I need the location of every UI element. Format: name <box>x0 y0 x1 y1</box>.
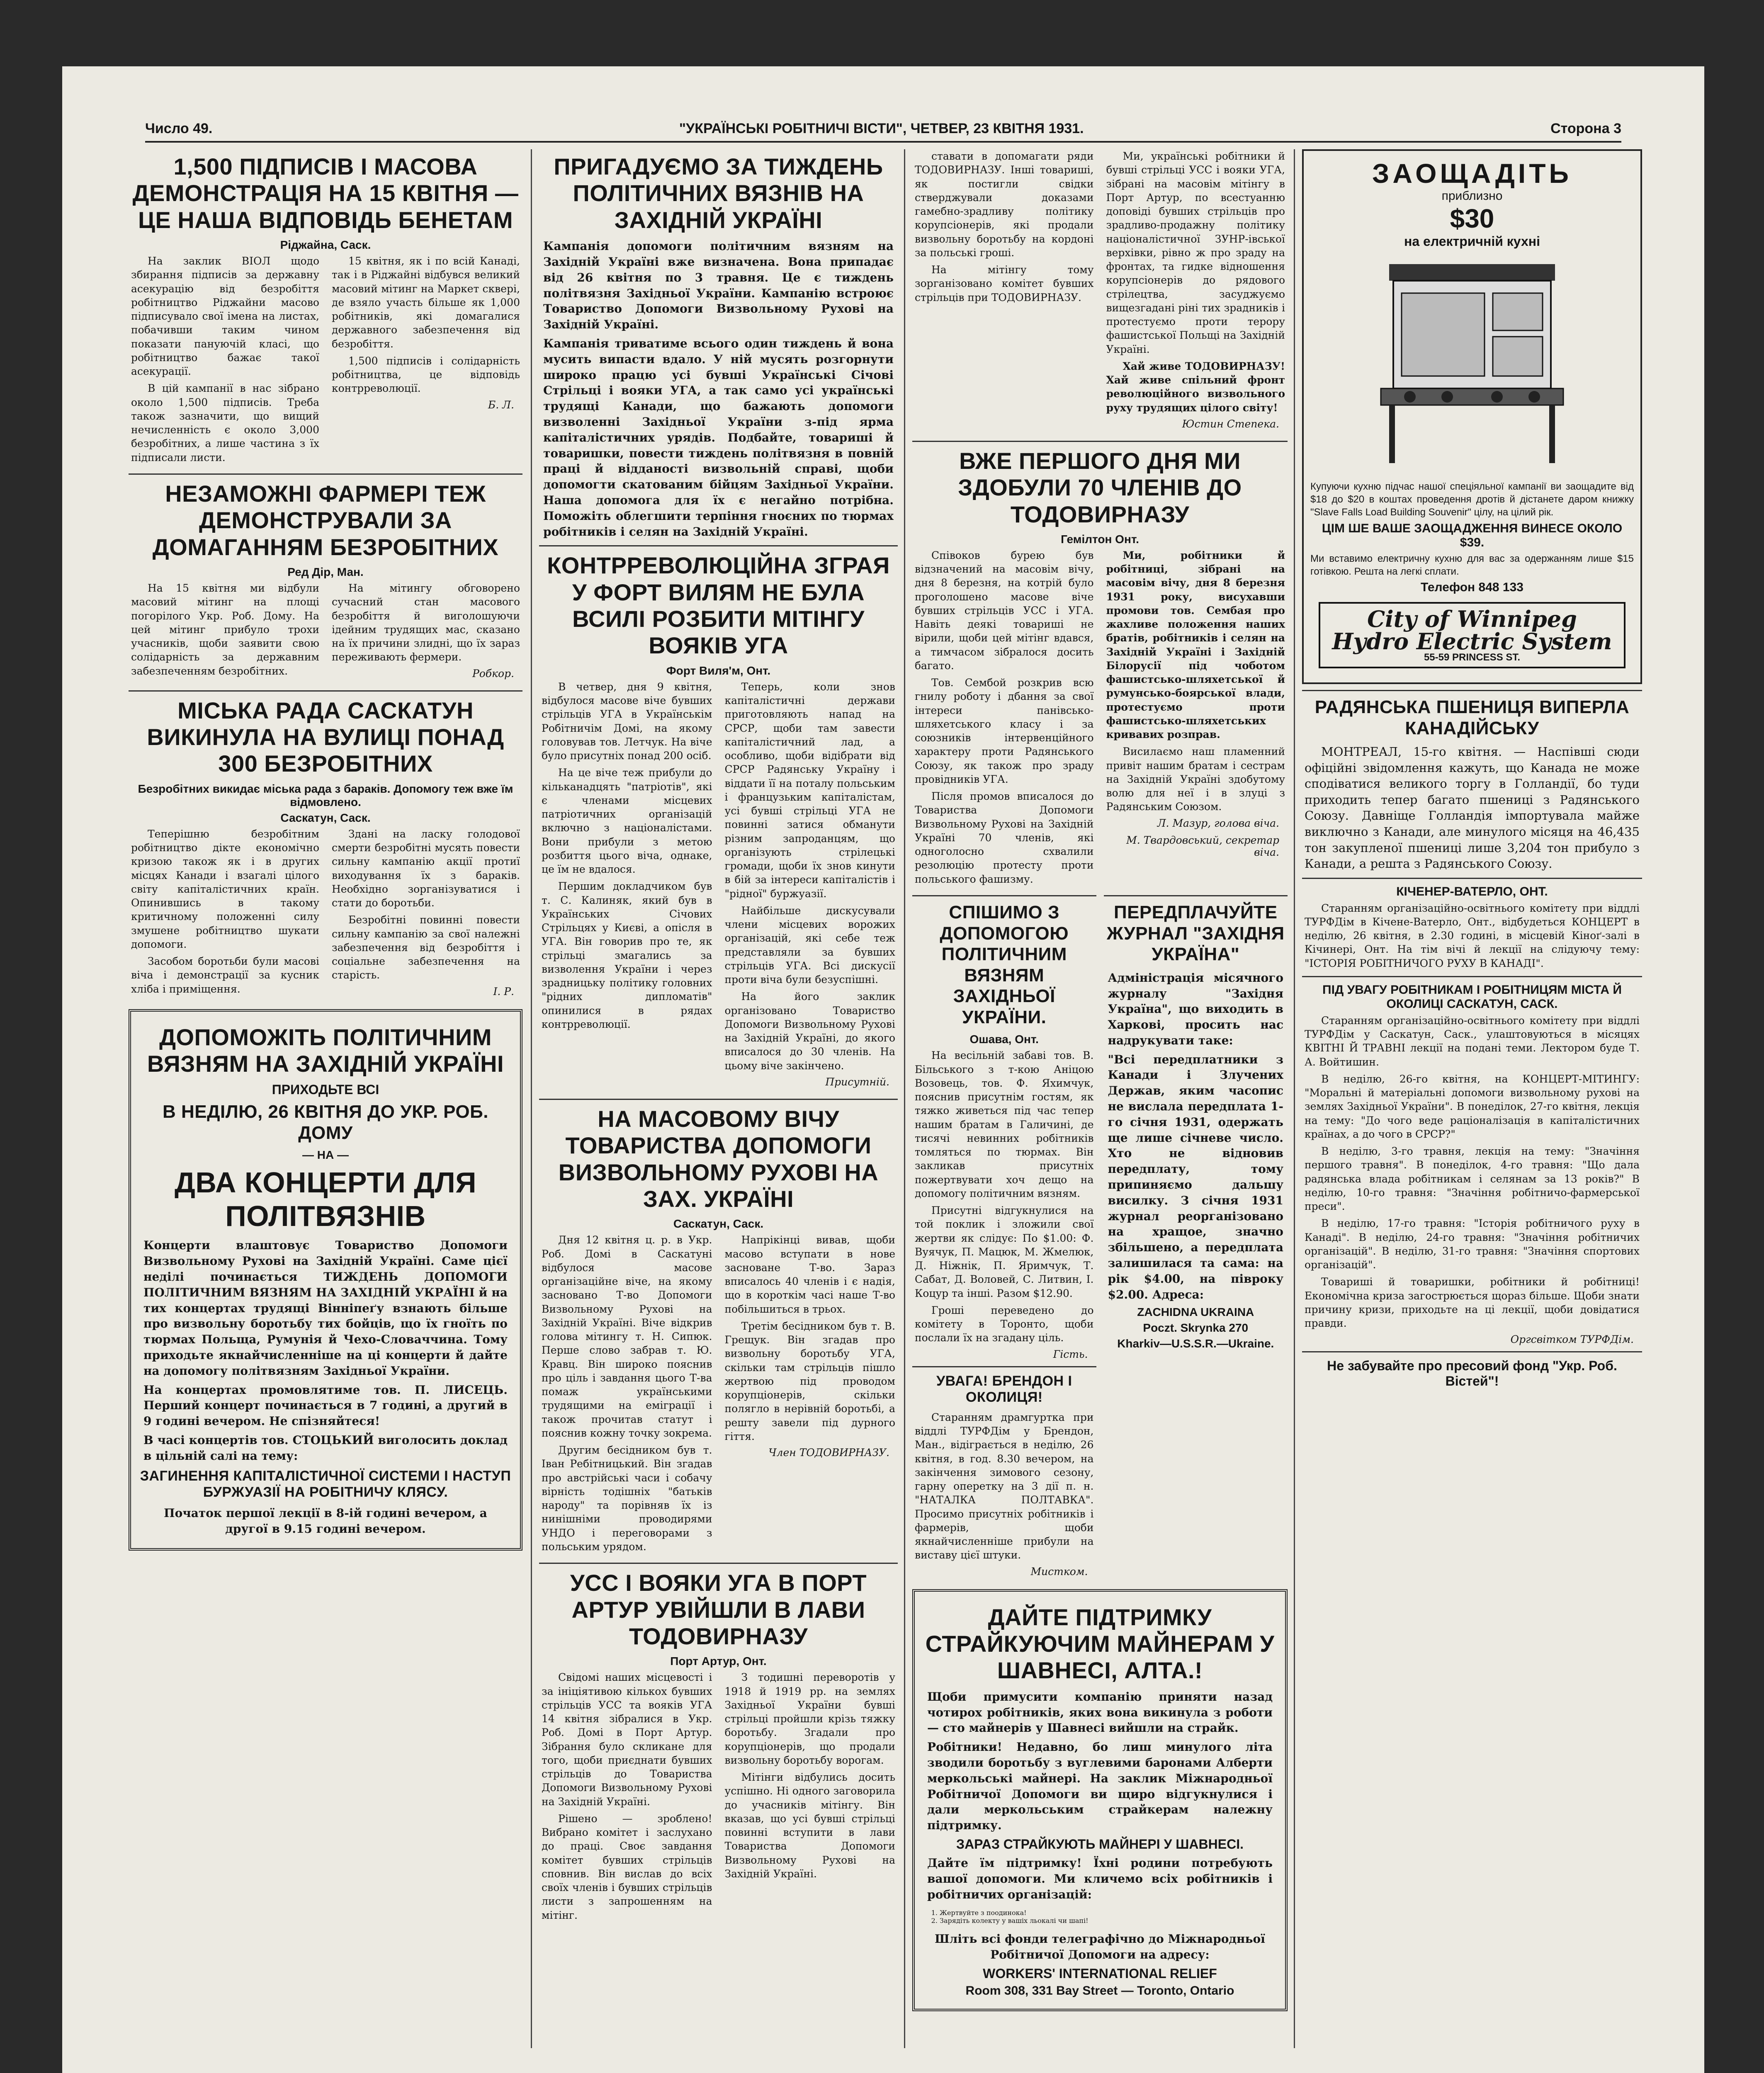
box-line: — НА — <box>302 1148 349 1162</box>
paragraph: 1,500 підписів і солідарність робітництва, це відповідь контрреволюції. <box>332 354 520 395</box>
article-oshawa <box>912 902 1096 1360</box>
paragraph: Другим бесідником був т. Іван Ребітницький. Він згадав про австрійські часи і собачу вірність тодішніх "батьків народу" та порівняв їх із нинішніми проводирями УНДО і переговорами з польським урядом. <box>542 1444 712 1553</box>
lead-paragraph: Кампанія триватиме всього один тиждень й вона мусить випасти вдало. У ній мусять розгорнути широко працю усі бувші Українські Січові Стрільці і вояки УГА, а так само усі українські трудящі Канади, що бажають допомоги визволенні Західньої України з-під ярма капіталістичних урядів. Подбайте, товариші й товаришки, повести тиждень політвязня в повній праці й відданості визвольній справі, щоби допомогти скатованим бійцям Західньої України. Наша допомога для їх є негайно потрібна. Поможіть облегшити терпіння гноєних по тюрмах робітників і селян на Західній Україні. <box>543 336 894 539</box>
paragraph: Найбільше дискусували члени місцевих ворожих організацій, які себе теж представляли за бувших стрільців УГА. Всі дискусії проти віча були безуспішні. <box>724 904 895 986</box>
divider <box>912 1366 1096 1367</box>
box-paragraph: В часі концертів тов. СТОЦЬКИЙ виголосить доклад в цільній салі на тему: <box>143 1433 508 1463</box>
column-rule <box>531 149 532 2048</box>
issue-number: Число 49. <box>145 120 213 136</box>
paragraph: Ми, робітники й робітниці, зібрані на масовім вічу, дня 8 березня 1931 року, висухавши промови тов. Сембая про жахливе положення наших братів, робітників і селян на Західній Україні і Західній Білорусії під чоботом фашистсько-шляхетської й румунсько-боярської влади, протестуємо проти фашистсько-шляхетських кривавих розправ. <box>1106 549 1285 741</box>
paragraph: Першим докладчиком був т. С. Калиняк, який був в Українських Січових Стрільцях у Києві, а опісля в УГА. Він говорив про те, як стрільці змагались за визволення України і через зрадницьку політику головних "рідних дипломатів" опинилися в рядах контрреволюції. <box>542 880 712 1030</box>
paragraph: Старанням організаційно-освітнього комітету при віддлі ТУРФДім у Саскатун, Саск., улаштовуються в місяцях КВІТНІ Й ТРАВНІ лекції на подані теми. Лектором буде Т. А. Войтишин. <box>1305 1014 1640 1068</box>
paragraph: Хай живе ТОДОВИРНАЗУ! Хай живе спільний фронт революційного визвольного руху трудящих цілого світу! <box>1106 360 1285 414</box>
article-regina <box>129 153 522 468</box>
signature: Мистком. <box>1030 1565 1088 1578</box>
ad-paragraph: Ми вставимо електричну кухню для вас за одержанням лише $15 готівкою. Решта на легкі сплати. <box>1310 553 1634 577</box>
paragraph: 15 квітня, як і по всій Канаді, так і в Ріджайні відбувся великий масовий мітинг на Маркет сквері, де взяло участь більше як 1,000 робітників, які домагалися державного забезпечення від безробіття. <box>332 255 520 350</box>
box-line: В НЕДІЛЮ, 26 КВІТНЯ ДО УКР. РОБ. ДОМУ <box>163 1102 488 1143</box>
divider <box>129 473 522 475</box>
paragraph: ставати в допомагати ряди ТОДОВИРНАЗУ. Інші товариші, як постигли свідки стверджували доказами гамебно-зрадливу політику корупсіонерів, які продали визвольну боротьбу на кордоні за польські гроші. <box>915 150 1094 259</box>
address-line: Poczt. Skrynka 270 <box>1143 1321 1249 1335</box>
paragraph: З тодишні переворотів у 1918 й 1919 рр. на землях Західньої України бувші стрільці пройшли крізь тяжку боротьбу. Згадали про корупціонерів, що продали визвольну боротьбу ворогам. <box>724 1671 895 1766</box>
paragraph: Здані на ласку голодової смерти безробітні мусять повести сильну кампанію акції протиї виходування їх з бараків. Необхідно зорганізуватися і стати до боротьби. <box>332 828 520 909</box>
ad-amount: $30 <box>1450 204 1494 233</box>
paragraph: Дня 12 квітня ц. р. в Укр. Роб. Домі в Саскатуні відбулося масове організаційне віче, на якому засновано Т-во Допомоги Визвольному Рухові на Західній Україні. Віче відкрив голова мітингу т. Н. Сипюк. Перше слово забрав т. Ю. Кравц. Він широко пояснив про ціль і завдання цього Т-ва помаж українськими трудящими на еміграції і також прочитав статут і пояснив кожну точку зокрема. <box>542 1234 712 1439</box>
divider <box>1302 1351 1642 1352</box>
box-paragraph: Шліть всі фонди телеграфічно до Міжнародньої Робітничої Допомоги на адресу: <box>935 1932 1265 1962</box>
headline: УСС І ВОЯКИ УГА В ПОРТ АРТУР УВІЙШЛИ В ЛАВИ ТОДОВИРНАЗУ <box>570 1570 867 1649</box>
paragraph: Гроші переведено до комітету в Торонто, щоби послали їх на згадану ціль. <box>915 1304 1094 1344</box>
ad-headline: ЗАОЩАДІТЬ <box>1372 158 1572 189</box>
lead-paragraph: "Всі передплатники з Канади і Злучених Держав, яким часопис не вислала передплата 1-го січня 1931, одержать ще лише січневе число. Хто не відновив передплату, тому припиняємо дальшу висилку. З січня 1931 журнал реорганізовано на хращое, значно збільшено, а передплата залишилася та сама: на рік $4.00, на півроку $2.00. Адреса: <box>1108 1052 1283 1301</box>
paragraph: На заклик ВІОЛ щодо збирання підписів за державну асекурацію від безробіття робітництво Ріджайни масово підписувало свої імена на листах, побачивши таким чином показати пануючій класі, що робітництво бажає такої асекурації. <box>131 255 319 378</box>
divider <box>912 895 1096 896</box>
article-fort-william <box>539 552 898 1093</box>
signature: Оргсвітком ТУРФДім. <box>1510 1333 1634 1346</box>
ad-paragraph: Купуючи кухню підчас нашої спеціяльної кампанії ви заощадите від $18 до $20 в коштах проведення дротів й дістанете даром книжку "Slave Falls Load Building Souvenir" цілу, на цілий рік. <box>1310 481 1634 518</box>
column-rule <box>904 149 905 2048</box>
divider <box>539 1099 898 1100</box>
paragraph: Теперішню безробітним робітництво дікте економічно кризою також як і в других місцях Канади і взагалі цілого світу капіталістичних країн. Опинившись в такому критичному положенні силу змушене робітництво шукати допомоги. <box>131 828 319 950</box>
headline: УВАГА! БРЕНДОН І ОКОЛИЦЯ! <box>936 1373 1072 1405</box>
signature: Л. Мазур, голова віча. <box>1157 817 1279 829</box>
box-paragraph: Дайте їм підтримку! Їхні родини потребують вашої допомоги. Ми кличемо всіх робітників і робітничих організацій: <box>927 1856 1273 1901</box>
subheadline: Безробітних викидає міська рада з бараків. Допомогу теж вже їм відмовлено. <box>138 782 513 808</box>
action-item: 1. Жертвуйте з поодинока! <box>940 1909 1277 1917</box>
headline: НЕЗАМОЖНІ ФАРМЕРІ ТЕЖ ДЕМОНСТРУВАЛИ ЗА ДОМАГАННЯМ БЕЗРОБІТНИХ <box>152 480 499 560</box>
column-1 <box>129 149 522 2048</box>
paragraph: Товариші й товаришки, робітники й робітниці! Економічна криза загострюється щораз більше. Щоби знати причину кризи, приходьте на ці лекції, щоби довідатися правди. <box>1305 1276 1640 1330</box>
divider <box>1104 895 1288 896</box>
box-notice: ЗАРАЗ СТРАЙКУЮТЬ МАЙНЕРІ У ШАВНЕСІ. <box>956 1837 1244 1852</box>
address-line: Kharkiv—U.S.S.R.—Ukraine. <box>1117 1337 1274 1350</box>
signature: М. Твардовський, секретар віча. <box>1126 834 1279 858</box>
signature: І. Р. <box>493 985 514 998</box>
article-port-arthur-continued <box>912 149 1288 435</box>
paragraph: Теперь, коли знов капіталістичні держави приготовляють напад на СРСР, щоби там завести капіталістичний лад, а особливо, щоби відібрати від СРСР Радянську Україну і віддати її на поталу польським і французьким капіталістам, усі бувші стрільці УГА не повинні затися обманути різним запроданцям, що організують стрілецькі громади, щоби їх знов кинути в бій за інтереси капіталістів і "рідної" буржуазії. <box>724 680 895 900</box>
article-brandon <box>912 1373 1096 1578</box>
signature: Юстин Степека. <box>1182 418 1279 430</box>
headline: НА МАСОВОМУ ВІЧУ ТОВАРИСТВА ДОПОМОГИ ВИЗВОЛЬНОМУ РУХОВІ НА ЗАХ. УКРАЇНІ <box>558 1105 879 1212</box>
paragraph: Мітінги відбулись досить успішно. Ні одного заговорила до учасників мітінгу. Він вказав, що усі бувші стрільці повинні вступити в лави Товариства Допомоги Визвольному Рухові на Західній Україні. <box>724 1771 895 1880</box>
headline: МІСЬКА РАДА САСКАТУН ВИКИНУЛА НА ВУЛИЦІ ПОНАД 300 БЕЗРОБІТНИХ <box>147 697 504 777</box>
article-soviet-wheat <box>1302 697 1642 872</box>
press-fund-reminder: Не забувайте про пресовий фонд "Укр. Роб. Вістей"! <box>1327 1358 1617 1389</box>
signature: Б. Л. <box>488 398 514 411</box>
paragraph: Після промов вписалося до Товариства Допомоги Визвольному Рухові на Західній Україні 70 членів, які одноголосно схвалили резолюцію протесту проти польського фашизму. <box>915 790 1094 885</box>
headline: ВЖЕ ПЕРШОГО ДНЯ МИ ЗДОБУЛИ 70 ЧЛЕНІВ ДО ТОДОВИРНАЗУ <box>958 447 1242 527</box>
headline: РАДЯНСЬКА ПШЕНИЦЯ ВИПЕРЛА КАНАДІЙСЬКУ <box>1314 697 1630 738</box>
divider <box>539 545 898 546</box>
ad-line: приблизно <box>1441 189 1503 203</box>
dateline: Ріджайна, Саск. <box>280 238 371 252</box>
signature: Гість. <box>1053 1348 1088 1360</box>
paragraph: На його заклик організовано Товариство Допомоги Визвольному Рухові на Західній Україні, до якого вписалося до 30 членів. На цьому віче закінчено. <box>724 990 895 1072</box>
paragraph: В неділю, 3-го травня, лекція на тему: "Значіння першого травня". В понеділок, 4-го травня: "Що дала радянська влада робітникам і селянам за 13 років?" В неділю, 10-го травня: "Значіння робітничо-фармерської преси". <box>1305 1145 1640 1213</box>
divider <box>912 441 1288 442</box>
box-paragraph: Початок першої лекції в 8-ій годині вечером, а другої в 9.15 годині вечером. <box>164 1506 487 1536</box>
action-item: 2. Зарядіть колекту у вашіх льокалі чи шапі! <box>940 1917 1277 1925</box>
paragraph: Засобом боротьби були масові віча і демонстрації за кусник хліба і приміщення. <box>131 955 319 995</box>
article-red-deer <box>129 481 522 685</box>
headline: 1,500 ПІДПИСІВ І МАСОВА ДЕМОНСТРАЦІЯ НА 15 КВІТНЯ — ЦЕ НАША ВІДПОВІДЬ БЕНЕТАМ <box>132 153 519 233</box>
divider <box>1302 690 1642 691</box>
article-saskatoon-lectures <box>1302 983 1642 1346</box>
paragraph: На весільній забаві тов. В. Більського з т-кою Аніцою Возовець, тов. Ф. Яхимчук, пояснив присутнім гостям, як тяжко живеться під час тепер нашим братам в Галичині, де тисячі невинних робітників томляться по тюрмах. Він закликав присутніх пожертвувати хоч дещо на допомогу політичним вязням. <box>915 1049 1094 1199</box>
lead-paragraph: Адміністрація місячного журналу "Західня Україна", що виходить в Харкові, просить нас надрукувати таке: <box>1108 971 1283 1047</box>
paragraph: Третім бесідником був т. В. Грещук. Він згадав про визвольну боротьбу УГА, скільки там стрільців пішло жертвою під проводом корупціонерів, скільки полягло в нерівній боротьбі, а решту завели під дурного гіття. <box>724 1320 895 1442</box>
concert-announcement-box <box>129 1009 522 1551</box>
box-paragraph: Щоби примусити компанію приняти назад чотирох робітників, яких вона викинула з роботи — сто майнерів у Шавнесі вийшли на страйк. <box>927 1689 1273 1735</box>
headline: КІЧЕНЕР-ВАТЕРЛО, ОНТ. <box>1396 884 1548 898</box>
address-line: Room 308, 331 Bay Street — Toronto, Ontario <box>965 1984 1234 1998</box>
box-paragraph: Концерти влаштовує Товариство Допомоги Визвольному Рухові на Західній Україні. Саме цієї неділі починається ТИЖДЕНЬ ДОПОМОГИ ПОЛІТИЧНИМ ВЯЗНЯМ НА ЗАХІДНІЙ УКРАЇНІ й на тих концертах трудящі Вінніпеґу взнають більше про визвольну боротьбу тих бойців, що їх гноїть по тюрмах Польща, Румунія й Чехо-Словаччина. Тому приходьте якнайчисленніше на ці концерти й дайте на допомогу політвязням Західньої України. <box>143 1238 508 1378</box>
masthead <box>145 116 1621 143</box>
column-2 <box>539 149 898 2048</box>
dateline: Форт Виля'м, Онт. <box>666 664 771 677</box>
column-rule <box>1294 149 1295 2048</box>
paragraph: Безробітні повинні повести сильну кампанію за свої належні забезпечення від безробіття і соціальне забезпечення на старість. <box>332 914 520 981</box>
headline: КОНТРРЕВОЛЮЦІЙНА ЗГРАЯ У ФОРТ ВИЛЯМ НЕ БУЛА ВСИЛІ РОЗБИТИ МІТІНГУ ВОЯКІВ УГА <box>547 552 890 659</box>
column-4 <box>1302 149 1642 2048</box>
divider <box>539 1563 898 1564</box>
hydro-advertisement <box>1302 149 1642 684</box>
article-hamilton <box>912 448 1288 889</box>
ad-telephone: Телефон 848 133 <box>1421 580 1523 594</box>
box-paragraph: На концертах промовлятиме тов. П. ЛИСЕЦЬ. Перший концерт починається в 7 годині, а другий в 9 годині вечером. Не спізняйтеся! <box>143 1383 508 1428</box>
paragraph: Напрікінці вивав, щоби масово вступати в нове засноване Т-во. Зараз вписалось 40 членів і є надія, що в короткім часі наше Т-во побільшиться в трьох. <box>724 1234 895 1315</box>
article-political-prisoners-week <box>539 153 898 539</box>
signature: Робкор. <box>472 667 514 680</box>
article-saskatoon-council <box>129 697 522 1003</box>
newspaper-title: "УКРАЇНСЬКІ РОБІТНИЧІ ВІСТИ", ЧЕТВЕР, 23 КВІТНЯ 1931. <box>679 120 1084 136</box>
paragraph: В неділю, 26-го квітня, на КОНЦЕРТ-МІТИНГУ: "Моральні й матеріальні допомоги визвольному рухові на землях Західньої України". В понеділок, 27-го квітня, лекція на тему: "До чого веде раціоналізація в капіталістичних країнах, а до чого в СРСР?" <box>1305 1073 1640 1140</box>
dateline: Порт Артур, Онт. <box>670 1655 767 1668</box>
headline: ПРИГАДУЄМО ЗА ТИЖДЕНЬ ПОЛІТИЧНИХ ВЯЗНІВ НА ЗАХІДНІЙ УКРАЇНІ <box>554 153 883 233</box>
logo-address: 55-59 PRINCESS ST. <box>1424 651 1521 663</box>
signature: Член ТОДОВИРНАЗУ. <box>768 1447 889 1459</box>
article-port-arthur <box>539 1570 898 1925</box>
paragraph: На 15 квітня ми відбули масовий мітинг на площі погорілого Укр. Роб. Дому. На цей мітинг прибуло трохи учасників, щоби заявити свою солідарність за державним забезпеченням безробітних. <box>131 582 319 677</box>
address-line: ZACHIDNA UKRAINA <box>1137 1306 1254 1319</box>
box-headline: ДОПОМОЖІТЬ ПОЛІТИЧНИМ ВЯЗНЯМ НА ЗАХІДНІЙ УКРАЇНІ <box>147 1024 504 1077</box>
city-of-winnipeg-hydro-logo <box>1319 602 1626 668</box>
divider <box>1302 976 1642 977</box>
paragraph: В цій кампанії в нас зібрано около 1,500 підписів. Треба також зазначити, що вищий нечисленність є около 3,000 безробітних, а лише частина з їх підписали листи. <box>131 382 319 464</box>
paragraph: На мітінгу тому зорганізовано комітет бувших стрільців при ТОДОВИРНАЗУ. <box>915 264 1094 303</box>
paragraph: Тов. Сембой розкрив всю гнилу роботу і дбання за свої інтереси панівсько-шляхетського класу і за союзників інтервенційного характеру проти Радянського Союзу, як також про зраду провідників УГА. <box>915 677 1094 785</box>
divider <box>1302 878 1642 879</box>
paragraph: На це віче теж прибули до кільканадцять "патріотів", які є членами місцевих патріотичних організацій включно з націоналістами. Вони прибули з метою розбиття цього віча, однаке, це їм не вдалося. <box>542 767 712 876</box>
box-line: ПРИХОДЬТЕ ВСІ <box>272 1082 379 1097</box>
paragraph: Свідомі наших місцевості і за ініціятивою кількох бувших стрільців УСС та вояків УГА 14 квітня зібралися в Укр. Роб. Домі в Порт Артур. Зібрання було скликане для того, щоби приєднати бувших стрільців до Товариства Допомоги Визвольному Рухові на Західній Україні. <box>542 1671 712 1808</box>
strike-support-box <box>912 1589 1288 2011</box>
signature: Присутній. <box>825 1075 889 1088</box>
logo-line: City of Winnipeg <box>1367 605 1577 632</box>
paragraph: В неділю, 17-го травня: "Історія робітничого руху в Канаді". В неділю, 24-го травня: "Значіння робітничих організацій". В неділю, 31-го травня: "Значіння спортових організацій". <box>1305 1217 1640 1271</box>
dateline: Саскатун, Саск. <box>280 811 371 824</box>
headline: ПІД УВАГУ РОБІТНИКАМ І РОБІТНИЦЯМ МІСТА Й ОКОЛИЦІ САСКАТУН, САСК. <box>1322 983 1622 1011</box>
paragraph: Ми, українські робітники й бувші стрільці УСС і вояки УГА, зібрані на масовім мітінгу в Порт Артур, по всестуанню доповіді бувших стрільців про зрадливо-продажну політику націоналістичної ЗУНР-івської верхівки, рівно ж про зраду на фронтах, та гидке відношення корупсіонерів до рядового стрілецтва, засуджуємо вищезгадані ріні тих зрадників і протестуємо проти терору фашистської Польщі на Західній Україні. <box>1106 150 1285 355</box>
box-paragraph: Робітники! Недавно, бо лиш минулого літа зводили боротьбу з вуглевими баронами Алберти меркольські майнері. На заклик Міжнародньої Робітничої Допомоги ви щиро відгукнулися і дали меркольським страйкерам належну підтримку. <box>927 1740 1273 1833</box>
lecture-topic: ЗАГИНЕННЯ КАПІТАЛІСТИЧНОЇ СИСТЕМИ І НАСТУП БУРЖУАЗІЇ НА РОБІТНИЧУ КЛЯСУ. <box>140 1468 511 1500</box>
paragraph: На мітингу обговорено сучасний стан масового безробіття й виголошуючи ідейним трудящих мас, сказано на їх причини злидні, що їх зараз переживають фермери. <box>332 582 520 663</box>
page-number: Сторона 3 <box>1550 120 1621 136</box>
box-headline: ДАЙТЕ ПІДТРИМКУ СТРАЙКУЮЧИМ МАЙНЕРАМ У ШАВНЕСІ, АЛТА.! <box>925 1604 1275 1684</box>
paragraph: Присутні відгукнулися на той поклик і зложили свої жертви як слідує: По $1.00: Ф. Вуячук, П. Мацюк, М. Жмелюк, Д. Ніжнік, П. Яримчук, Т. Сабат, Д. Воловей, С. Литвин, І. Коцур та інші. Разом $12.90. <box>915 1204 1094 1299</box>
lead-paragraph: Кампанія допомоги політичним вязням на Західній Україні вже визначена. Вона припадає від 26 квітня по 3 травня. Це є тиждень політвязня Західньої України. Кампанію встроює Товариство Допомоги Визвольному Рухові на Західній Україні. <box>543 239 894 332</box>
dateline: Ред Дір, Ман. <box>287 566 364 579</box>
newspaper-page <box>62 66 1704 2073</box>
column-3 <box>912 149 1288 2048</box>
address-line: WORKERS' INTERNATIONAL RELIEF <box>983 1966 1217 1981</box>
logo-line: Hydro Electric System <box>1332 628 1612 655</box>
headline: ПЕРЕДПЛАЧУЙТЕ ЖУРНАЛ "ЗАХІДНЯ УКРАЇНА" <box>1106 902 1285 965</box>
paragraph: Співоков бурею був відзначений на масовім вічу, дня 8 березня, на котрій було проголошено масове віче бувших стрільців УСС і УГА. Навіть деякі товариші не вірили, щоби цей мітінг вдався, а тимчасом зібралося досить багато. <box>915 549 1094 672</box>
paragraph: Рішено — зроблено! Вибрано комітет і заслухано до праці. Своє завдання комітет бувших стрільців сповнив. Він вислав до всіх своїх членів і бувших стрільців листи з запрошенням на мітінг. <box>542 1812 712 1921</box>
action-list <box>923 1909 1277 1925</box>
dateline: Саскатун, Саск. <box>673 1217 764 1231</box>
paragraph: Старанням драмгуртка при віддлі ТУРФДім у Брендон, Ман., відіграється в неділю, 26 квітня, в год. 8.30 вечером, на закінчення зимового сезону, гарну оперетку на 3 дії п. н. "НАТАЛКА ПОЛТАВКА". Просимо присутніх робітників і фармерів, щоби якнайчисленніше прибули на виставу цієї штуки. <box>915 1411 1094 1561</box>
article-journal-subscription <box>1104 902 1288 1351</box>
paragraph: В четвер, дня 9 квітня, відбулося масове віче бувших стрільців УГА в Українськім Робітничім Домі, на якому головував тов. Летчук. На віче було присутніх понад 200 осіб. <box>542 680 712 762</box>
box-headline-concerts: ДВА КОНЦЕРТИ ДЛЯ ПОЛІТВЯЗНІВ <box>174 1166 477 1232</box>
paragraph: МОНТРЕАЛ, 15-го квітня. — Наспівші сюди офіційні звідомлення кажуть, що Канада не може сподіватися великого торгу в Голландії, бо туди приходить тепер багато пшениці з Радянського Союзу. Давніще Голландія імпортувала майже виключно з Канади, але минулого місяця на 46,435 тон закупленої пшениці лише 3,204 тон прибуло з Канади, а решта з Радянського Союзу. <box>1305 745 1640 871</box>
divider <box>129 690 522 692</box>
article-mass-meeting-saskatoon <box>539 1106 898 1557</box>
headline: СПІШИМО З ДОПОМОГОЮ ПОЛІТИЧНИМ ВЯЗНЯМ ЗАХІДНЬОЇ УКРАЇНИ. <box>940 902 1069 1027</box>
dateline: Гемілтон Онт. <box>1061 532 1139 546</box>
ad-savings: ЦІМ ШЕ ВАШЕ ЗАОЩАДЖЕННЯ ВИНЕСЕ ОКОЛО $39. <box>1322 521 1623 549</box>
dateline: Ошава, Онт. <box>969 1033 1039 1046</box>
ad-line: на електричній кухні <box>1404 234 1540 249</box>
paragraph: Старанням організаційно-освітнього комітету при віддлі ТУРФДім в Кічене-Ватерло, Онт., відбудеться КОНЦЕРТ в неділю, 26 квітня, в 2.30 годині, в місцевій Кіноґ-залі в Кічинері, Онт. На тім вічі й лекції на слідуючу тему: "ІСТОРІЯ РОБІТНИЧОГО РУХУ В КАНАДІ". <box>1305 902 1640 969</box>
electric-stove-illustration <box>1373 256 1572 471</box>
paragraph: Висилаємо наш пламенний привіт нашим братам і сестрам на Західній Україні здобутому волю для неї і в злуці з Радянським Союзом. <box>1106 745 1285 813</box>
article-kitchener <box>1302 885 1642 970</box>
